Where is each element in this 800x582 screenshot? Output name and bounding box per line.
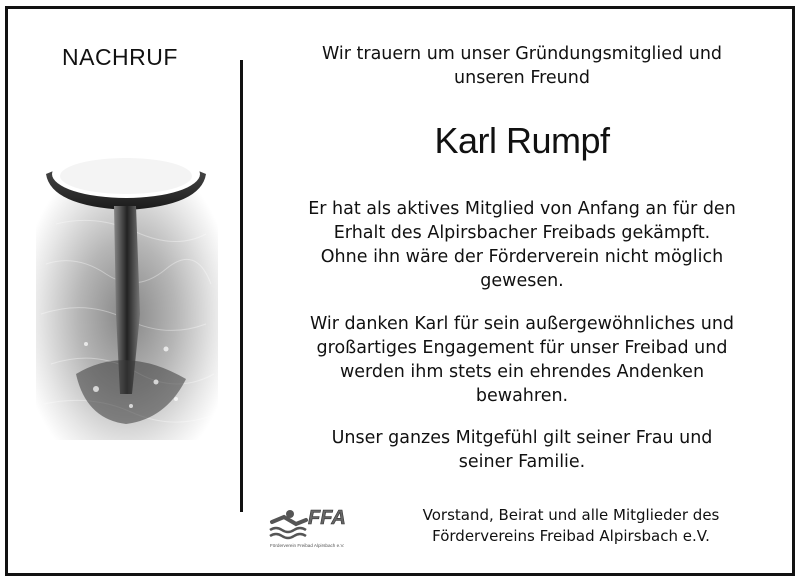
tribute-paragraph-2 — [242, 312, 800, 408]
signoff-line: Fördervereins Freibad Alpirsbach e.V. — [432, 527, 710, 545]
paragraph-line: seiner Familie. — [458, 452, 586, 472]
signoff — [396, 505, 746, 547]
ffa-logo — [268, 500, 356, 552]
deceased-name: Karl Rumpf — [434, 120, 610, 161]
page-title: NACHRUF — [62, 44, 178, 70]
logo-letters: FFA — [308, 507, 346, 529]
paragraph-line: Wir danken Karl für sein außergewöhnliches und — [309, 314, 735, 334]
paragraph-line: Ohne ihn wäre der Förderverein nicht möglich — [320, 247, 724, 267]
intro-text — [262, 42, 782, 90]
paragraph-line: Er hat als aktives Mitglied von Anfang an für den — [308, 199, 736, 219]
intro-line: Wir trauern um unser Gründungsmitglied und — [321, 44, 723, 64]
swimmer-icon — [270, 510, 306, 538]
paragraph-line: gewesen. — [480, 271, 564, 291]
paragraph-line: großartiges Engagement für unser Freibad und — [316, 338, 728, 358]
signoff-line: Vorstand, Beirat und alle Mitglieder des — [422, 506, 720, 524]
paragraph-line: Erhalt des Alpirsbacher Freibads gekämpft. — [333, 223, 711, 243]
condolence-paragraph — [262, 426, 782, 474]
tribute-paragraph-1 — [242, 197, 800, 293]
water-fountain-image — [36, 144, 218, 440]
paragraph-line: werden ihm stets ein ehrendes Andenken — [339, 362, 705, 382]
paragraph-line: bewahren. — [475, 386, 569, 406]
paragraph-line: Unser ganzes Mitgefühl gilt seiner Frau und — [331, 428, 713, 448]
intro-line: unseren Freund — [454, 68, 590, 88]
logo-caption: Förderverein Freibad Alpirsbach e.V. — [270, 543, 345, 548]
